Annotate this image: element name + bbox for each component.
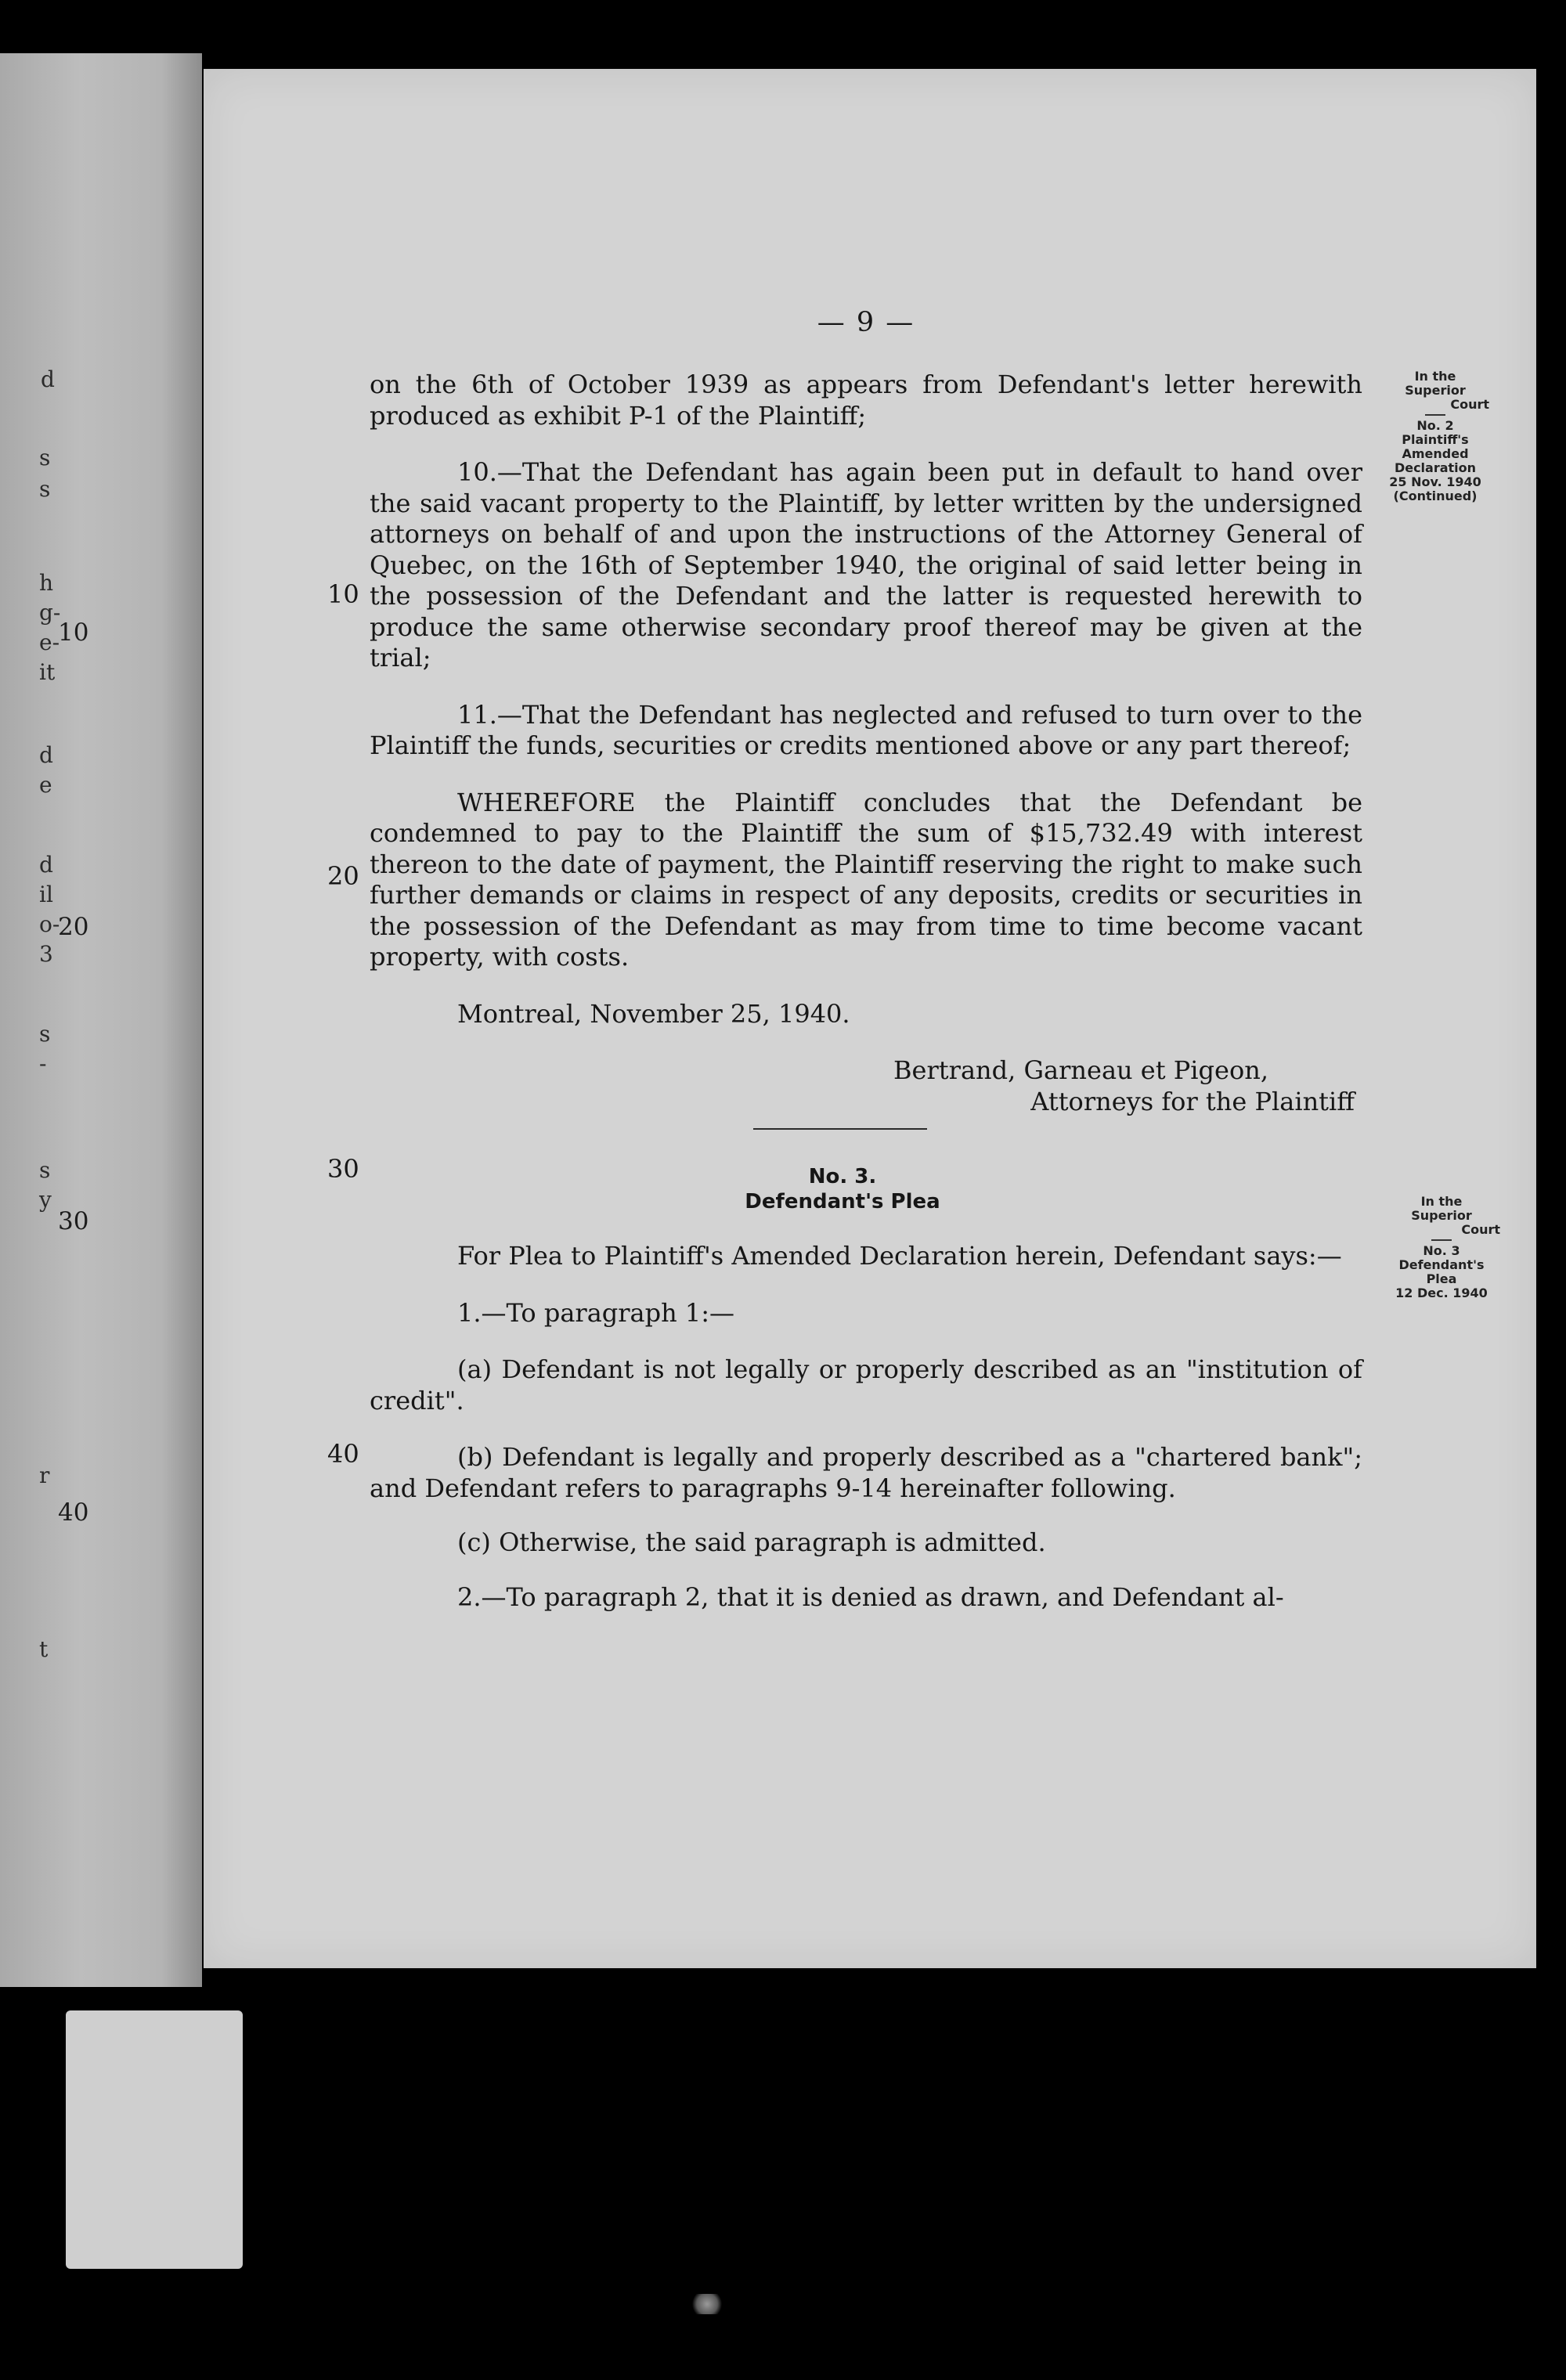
- note-text: Court: [1461, 1222, 1500, 1237]
- note-text: Declaration: [1394, 460, 1477, 475]
- date-line: Montreal, November 25, 1940.: [457, 998, 850, 1029]
- note-text: In the: [1414, 369, 1456, 384]
- page-number: — 9 —: [817, 307, 915, 338]
- plea-intro: For Plea to Plaintiff's Amended Declaration herein, Defendant says:—: [457, 1241, 1342, 1271]
- paragraph-11: 11.—That the Defendant has neglected and refused to turn over to the Plaintiff the funds, securities or credits mentioned above or any part thereof;: [370, 699, 1362, 760]
- edge-fragment: t: [39, 1636, 49, 1662]
- signature-role: Attorneys for the Plaintiff: [1030, 1086, 1355, 1116]
- note-text: 25 Nov. 1940: [1389, 474, 1481, 489]
- note-text: Superior: [1405, 383, 1466, 398]
- edge-fragment: il: [39, 882, 53, 907]
- line-number: 40: [327, 1439, 359, 1469]
- edge-fragment: it: [39, 659, 56, 685]
- edge-fragment: d: [41, 366, 55, 392]
- scan-speck: [689, 2294, 725, 2314]
- edge-fragment: -: [39, 1051, 47, 1076]
- paragraph-continuation: on the 6th of October 1939 as appears from Defendant's letter herewith produced as exhibit P-1 of the Plaintiff;: [370, 370, 1362, 431]
- signature-block: [370, 1055, 1362, 1117]
- section-number: No. 3.: [808, 1165, 877, 1188]
- note-text: Amended: [1402, 446, 1469, 461]
- note-text: Defendant's: [1398, 1257, 1485, 1272]
- paragraph-10: 10.—That the Defendant has again been put in default to hand over the said vacant property to the Plaintiff, by letter written by the undersigned attorneys on behalf of and upon the instructions of the Attorney General of Quebec, on the 16th of September 1940, the original of said letter being in the possession of the Defendant and the latter is requested herewith to produce the same otherwise secondary proof thereof may be given at the trial;: [370, 457, 1362, 673]
- plea-item-2: 2.—To paragraph 2, that it is denied as drawn, and Defendant al-: [457, 1581, 1284, 1612]
- note-text: No. 2: [1416, 418, 1454, 433]
- plea-item-b: (b) Defendant is legally and properly described as a "chartered bank"; and Defendant refers to paragraphs 9-14 hereinafter following.: [370, 1442, 1362, 1503]
- adjacent-page-strip: [0, 53, 202, 1987]
- edge-fragment: s: [39, 445, 51, 471]
- edge-line-number: 10: [58, 618, 89, 647]
- plea-item-1: 1.—To paragraph 1:—: [457, 1297, 735, 1328]
- edge-fragment: 3: [39, 941, 53, 967]
- wherefore-clause: WHEREFORE the Plaintiff concludes that the Defendant be condemned to pay to the Plaintiff the sum of $15,732.49 with interest thereon to the date of payment, the Plaintiff reserving the right to make such further demands or claims in respect of any deposits, credits or securities in the possession of the Defendant as may from time to time become vacant property, with costs.: [370, 787, 1362, 972]
- edge-fragment: g-: [39, 600, 61, 626]
- note-text: No. 3: [1423, 1243, 1460, 1258]
- line-number: 20: [327, 861, 359, 891]
- edge-fragment: s: [39, 1157, 51, 1183]
- margin-note-defendants-plea: [1372, 1195, 1511, 1300]
- edge-fragment: y: [39, 1187, 52, 1213]
- plea-item-c: (c) Otherwise, the said paragraph is admitted.: [457, 1527, 1046, 1557]
- edge-fragment: s: [39, 1021, 51, 1047]
- note-text: 12 Dec. 1940: [1395, 1286, 1488, 1300]
- edge-fragment: e: [39, 772, 52, 798]
- edge-fragment: d: [39, 852, 53, 878]
- edge-fragment: e-: [39, 629, 60, 655]
- margin-note-amended-declaration: [1366, 370, 1505, 503]
- note-text: Court: [1450, 397, 1489, 412]
- signature-firm: Bertrand, Garneau et Pigeon,: [893, 1055, 1268, 1085]
- edge-line-number: 20: [58, 913, 89, 941]
- line-number: 10: [327, 579, 359, 609]
- edge-line-number: 40: [58, 1498, 89, 1527]
- document-body: [370, 370, 1362, 1613]
- edge-fragment: s: [39, 476, 51, 502]
- note-text: (Continued): [1393, 489, 1478, 503]
- note-text: Plea: [1426, 1271, 1457, 1286]
- edge-fragment: h: [39, 570, 54, 596]
- note-text: Superior: [1411, 1208, 1472, 1223]
- card-stub: [66, 2010, 243, 2269]
- plea-item-a: (a) Defendant is not legally or properly described as an "institution of credit".: [370, 1354, 1362, 1415]
- edge-line-number: 30: [58, 1207, 89, 1235]
- edge-fragment: d: [39, 742, 53, 768]
- note-text: In the: [1420, 1194, 1463, 1209]
- section-title: Defendant's Plea: [745, 1190, 940, 1213]
- edge-fragment: o-: [39, 911, 60, 937]
- line-number: 30: [327, 1154, 359, 1184]
- edge-fragment: r: [39, 1462, 50, 1488]
- note-text: Plaintiff's: [1402, 432, 1469, 447]
